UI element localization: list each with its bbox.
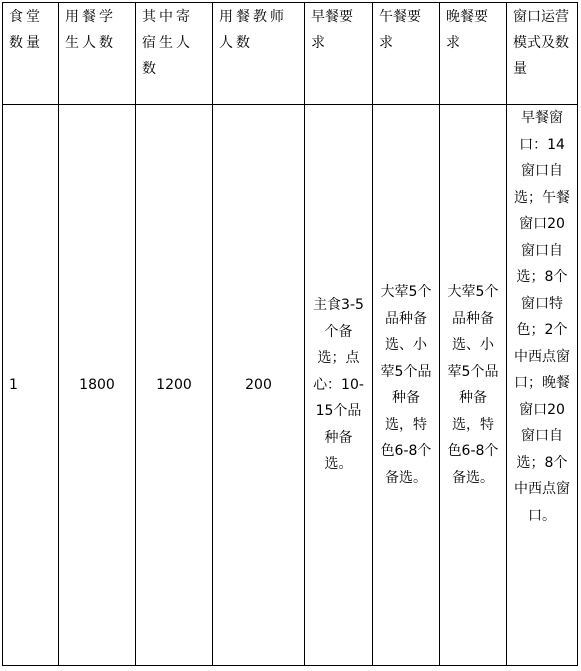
cell-breakfast: 主食3-5个备选；点心：10-15个品种备选。 — [305, 105, 373, 666]
canteen-requirements-table — [2, 2, 578, 666]
header-boarders: 其中寄宿生人数 — [136, 3, 213, 105]
header-student-diners: 用餐学生人数 — [59, 3, 136, 105]
cell-lunch: 大荤5个品种备选、小荤5个品种备选，特色6-8个备选。 — [373, 105, 440, 666]
table-row — [3, 105, 578, 666]
cell-canteen-count: 1 — [3, 105, 59, 666]
cell-student-diners: 1800 — [59, 105, 136, 666]
cell-window-mode: 早餐窗口：14窗口自选；午餐窗口20窗口自选；8个窗口特色；2个中西点窗口；晚餐窗口20窗口自选；8个中西点窗口。 — [507, 105, 578, 666]
header-canteen-count: 食堂数量 — [3, 3, 59, 105]
header-lunch: 午餐要求 — [373, 3, 440, 105]
header-window-mode: 窗口运营模式及数量 — [507, 3, 578, 105]
cell-boarders: 1200 — [136, 105, 213, 666]
cell-dinner: 大荤5个品种备选、小荤5个品种备选，特色6-8个备选。 — [440, 105, 507, 666]
header-breakfast: 早餐要求 — [305, 3, 373, 105]
header-teacher-diners: 用餐教师人数 — [213, 3, 305, 105]
header-dinner: 晚餐要求 — [440, 3, 507, 105]
cell-teacher-diners: 200 — [213, 105, 305, 666]
header-row — [3, 3, 578, 105]
